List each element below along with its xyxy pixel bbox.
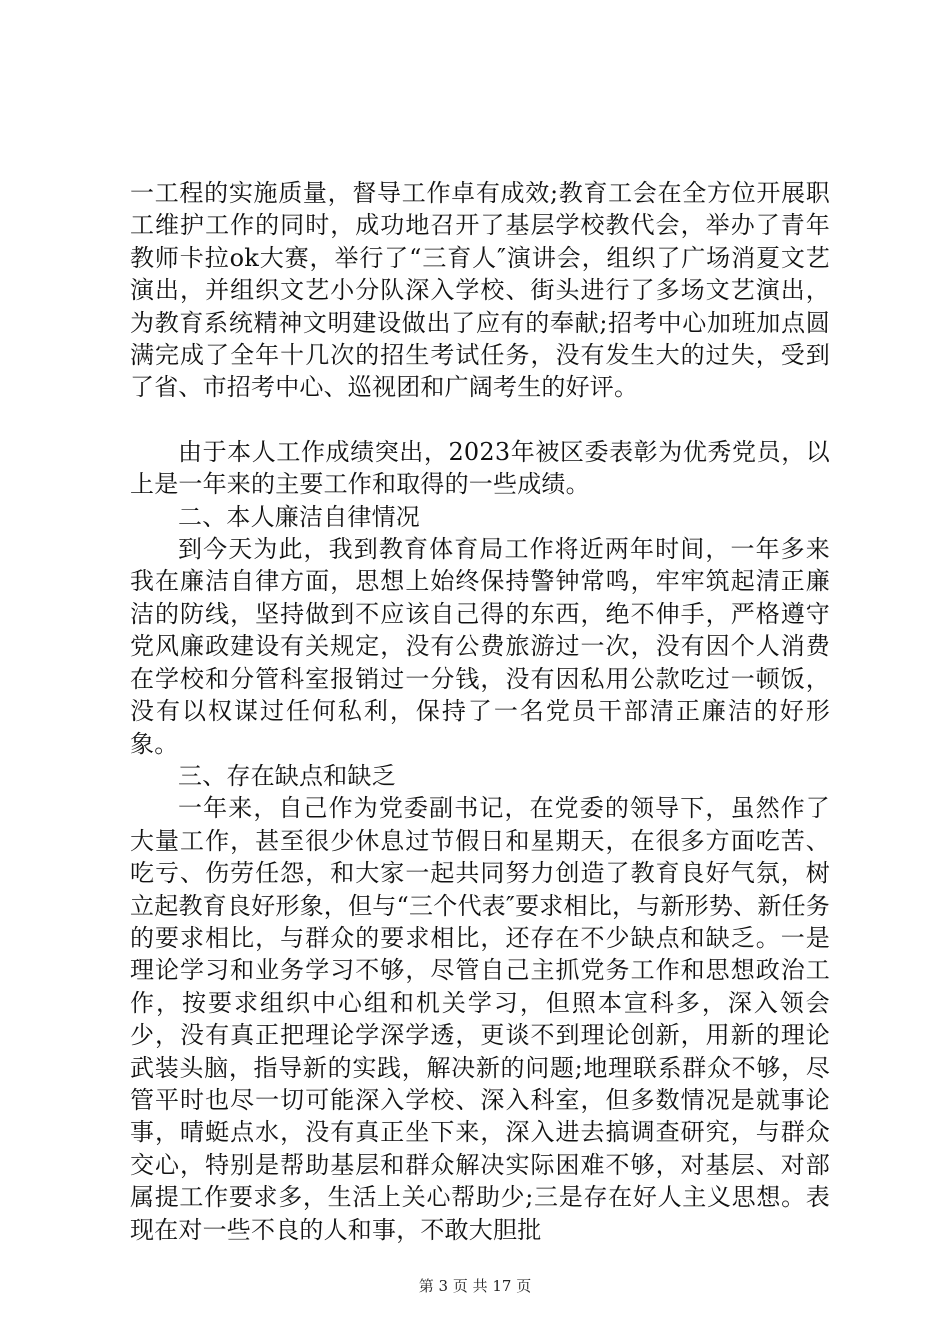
paragraph-shortcomings: 一年来，自己作为党委副书记，在党委的领导下，虽然作了大量工作，甚至很少休息过节假日和星期天，在很多方面吃苦、吃亏、伤劳任怨，和大家一起共同努力创造了教育良好气氛，树立起教育良好形象，但与“三个代表″要求相比，与新形势、新任务的要求相比，与群众的要求相比，还存在不少缺点和缺乏。一是理论学习和业务学习不够，尽管自己主抓党务工作和思想政治工作，按要求组织中心组和机关学习，但照本宣科多，深入领会少，没有真正把理论学深学透，更谈不到理论创新，用新的理论武装头脑，指导新的实践，解决新的问题;地理联系群众不够，尽管平时也尽一切可能深入学校、深入科室，但多数情况是就事论事，晴蜓点水，没有真正坐下来，深入进去搞调查研究，与群众交心，特别是帮助基层和群众解决实际困难不够，对基层、对部属提工作要求多，生活上关心帮助少;三是存在好人主义思想。表现在对一些不良的人和事，不敢大胆批 <box>130 794 830 1244</box>
paragraph-summary: 由于本人工作成绩突出，2023年被区委表彰为优秀党员，以上是一年来的主要工作和取得的一些成绩。 <box>130 437 830 499</box>
paragraph-achievements-continued: 一工程的实施质量，督导工作卓有成效;教育工会在全方位开展职工维护工作的同时，成功地召开了基层学校教代会，举办了青年教师卡拉ok大赛，举行了“三育人″演讲会，组织了广场消夏文艺演出，并组织文艺小分队深入学校、街头进行了多场文艺演出，为教育系统精神文明建设做出了应有的奉献;招考中心加班加点圆满完成了全年十几次的招生考试任务，没有发生大的过失，受到了省、市招考中心、巡视团和广阔考生的好评。 <box>130 179 830 402</box>
page-number-footer: 第 3 页 共 17 页 <box>418 1277 532 1295</box>
section-heading-shortcomings: 三、存在缺点和缺乏 <box>178 761 396 790</box>
section-heading-integrity: 二、本人廉洁自律情况 <box>178 502 420 531</box>
paragraph-integrity: 到今天为此，我到教育体育局工作将近两年时间，一年多来我在廉洁自律方面，思想上始终保持警钟常鸣，牢牢筑起清正廉洁的防线，坚持做到不应该自己得的东西，绝不伸手，严格遵守党风廉政建设有关规定，没有公费旅游过一次，没有因个人消费在学校和分管科室报销过一分钱，没有因私用公款吃过一顿饭，没有以权谋过任何私利，保持了一名党员干部清正廉洁的好形象。 <box>130 535 830 758</box>
document-body <box>130 177 830 1246</box>
